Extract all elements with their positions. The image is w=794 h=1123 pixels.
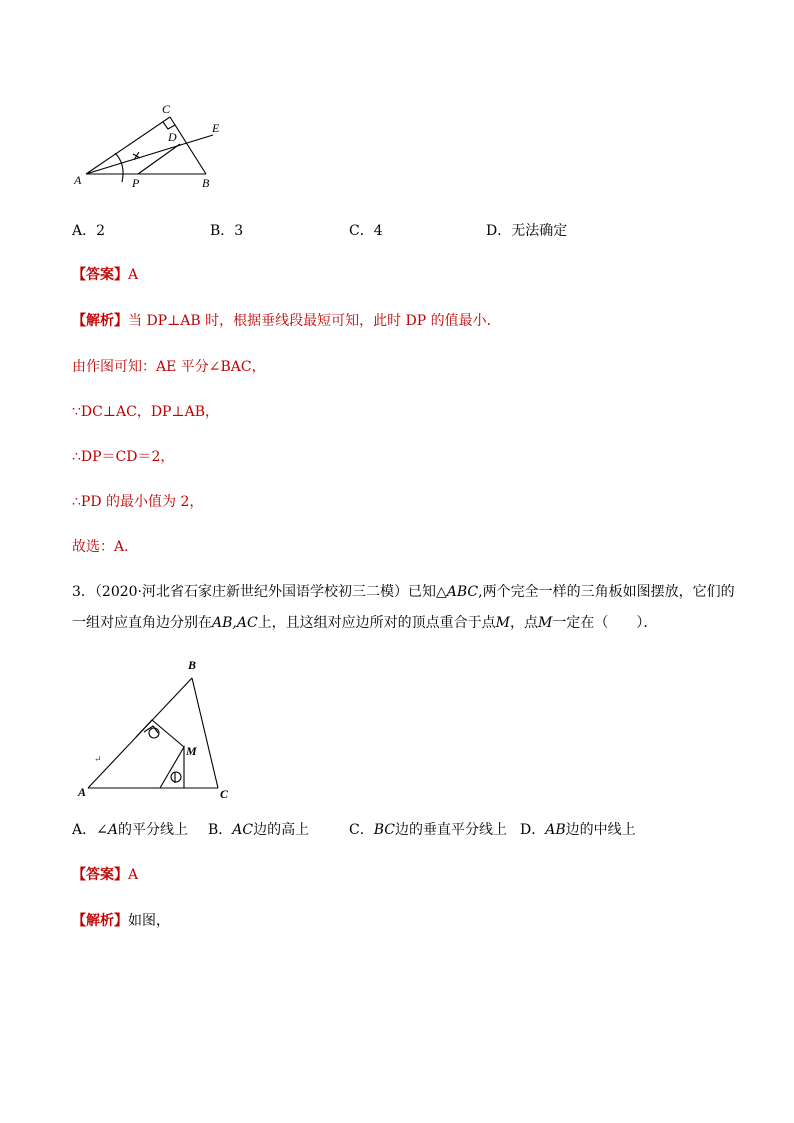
analysis-text: 当 DP⊥AB 时，根据垂线段最短可知，此时 DP 的值最小． [128, 313, 501, 329]
label-C: C [220, 787, 229, 801]
q3-options [72, 820, 188, 840]
label-M: M [186, 744, 197, 758]
construction-arc [115, 153, 123, 182]
q3-text: 上，且这组对应边所对的顶点重合于点 [257, 615, 496, 631]
label-B: B [188, 658, 197, 672]
q2-analysis-line6: 故选：A． [72, 539, 139, 555]
q3-option-b-var: AC [232, 822, 254, 838]
q3-text: ,两个完全一样的三角板如图摆放，它们的 [478, 584, 735, 600]
q2-analysis-line1 [72, 311, 501, 331]
q3-option-c-text: 边的垂直平分线上 [394, 822, 507, 838]
segment-DP [138, 144, 180, 174]
label-C: C [162, 102, 171, 116]
q3-option-d-wrap [520, 820, 636, 840]
q3-option-c-var: BC [373, 822, 395, 838]
figure-triangle-set-squares [74, 652, 244, 804]
q3-text: 3．（2020·河北省石家庄新世纪外国语学校初三二模）已知△ [72, 584, 447, 600]
analysis-bracket: 【解析】 [72, 913, 128, 929]
q3-option-c-wrap [349, 820, 507, 840]
label-P: P [132, 176, 140, 190]
q2-analysis-line3: ∵DC⊥AC，DP⊥AB， [72, 404, 220, 420]
q3-text: ，点 [510, 615, 539, 631]
q3-stem-line1 [72, 582, 735, 602]
q3-option-c: C． [349, 822, 374, 838]
q3-option-d: D． [520, 822, 546, 838]
q3-var: M [538, 615, 553, 631]
q2-analysis-line5: ∴PD 的最小值为 2， [72, 494, 204, 510]
q2-option-c: C．4 [349, 223, 383, 239]
answer-bracket: 【答案】 [72, 867, 128, 883]
label-B: B [202, 176, 210, 190]
label-A: A [74, 173, 82, 187]
return-mark: ↵ [94, 754, 102, 764]
q2-analysis-line4: ∴DP＝CD＝2， [72, 449, 175, 465]
segment-AC [86, 117, 170, 174]
set-square-bottom-hole [171, 772, 181, 782]
set-square-top [136, 720, 184, 747]
q3-option-d-text: 边的中线上 [565, 822, 636, 838]
answer-value: A [128, 867, 139, 883]
q3-option-a: A．∠ [72, 822, 108, 838]
answer-value: A [128, 267, 139, 283]
q3-option-b: B． [208, 822, 233, 838]
q3-analysis [72, 911, 170, 931]
q3-option-b-text: 边的高上 [253, 822, 310, 838]
q2-option-d: D．无法确定 [486, 223, 568, 239]
analysis-bracket: 【解析】 [72, 313, 128, 329]
q2-analysis-line2: 由作图可知：AE 平分∠BAC， [72, 359, 266, 375]
set-square-bottom [160, 747, 184, 788]
q2-answer [72, 265, 138, 285]
q3-stem-line2 [72, 613, 657, 633]
q3-text: 一定在（ ）． [552, 615, 658, 631]
q3-var: ABC [446, 584, 479, 600]
q3-option-d-var: AB [545, 822, 566, 838]
q3-var: AB,AC [212, 615, 258, 631]
q3-option-a-var: A [107, 822, 118, 838]
segment-BC [192, 678, 218, 788]
label-A: A [78, 785, 87, 799]
q3-var: M [495, 615, 511, 631]
q3-option-b-wrap [208, 820, 309, 840]
q3-answer [72, 865, 138, 885]
answer-bracket: 【答案】 [72, 267, 128, 283]
label-E: E [212, 121, 220, 135]
analysis-text: 如图， [128, 913, 170, 929]
figure-triangle-bisector [68, 98, 238, 194]
label-D: D [168, 130, 177, 144]
q2-option-a: A．2 [72, 223, 106, 239]
q2-option-b: B．3 [210, 223, 244, 239]
segment-CB [170, 117, 206, 174]
q3-text: 一组对应直角边分别在 [72, 615, 212, 631]
q3-option-a-text: 的平分线上 [117, 822, 188, 838]
